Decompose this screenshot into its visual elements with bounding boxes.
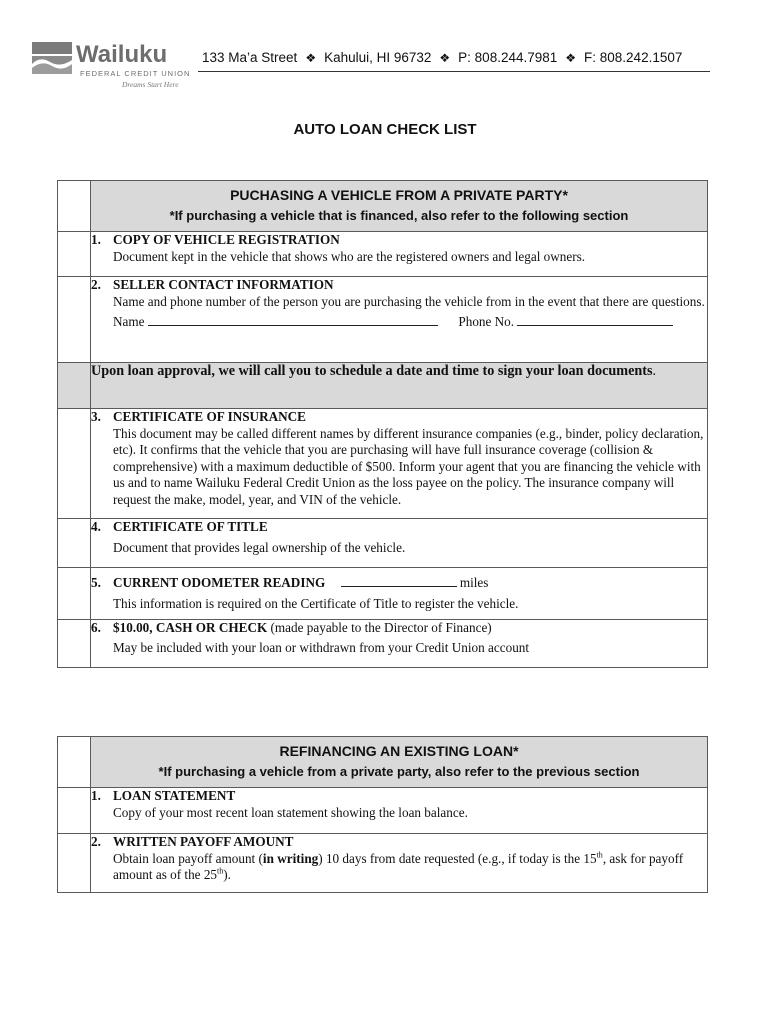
checklist-item: 5. CURRENT ODOMETER READING miles This information is required on the Certificate of Title to register the vehicle. <box>91 568 708 620</box>
contact-line <box>202 50 707 65</box>
checklist-item: 2. WRITTEN PAYOFF AMOUNT Obtain loan payoff amount (in writing) 10 days from date requested (e.g., if today is the 15th, ask for payoff amount as of the 25th). <box>91 834 708 893</box>
refinance-checklist <box>57 736 708 893</box>
separator-icon: ❖ <box>305 51 317 65</box>
private-party-checklist <box>57 180 708 668</box>
item-description: Copy of your most recent loan statement showing the loan balance. <box>113 804 468 820</box>
name-label: Name <box>113 314 145 329</box>
item-description: Name and phone number of the person you are purchasing the vehicle from in the event that there are questions. <box>113 293 705 309</box>
item-title-suffix: (made payable to the Director of Finance) <box>267 620 492 635</box>
item-title: WRITTEN PAYOFF AMOUNT <box>113 834 294 849</box>
item-description: Obtain loan payoff amount (in writing) 10 days from date requested (e.g., if today is the 15th, ask for payoff amount as of the 25th). <box>113 850 684 882</box>
page-title: AUTO LOAN CHECK LIST <box>293 121 477 138</box>
phone-number: P: 808.244.7981 <box>458 50 558 65</box>
checklist-item: 1. COPY OF VEHICLE REGISTRATION Document kept in the vehicle that shows who are the registered owners and legal owners. <box>91 232 708 277</box>
check-box[interactable] <box>58 737 91 788</box>
section-note: *If purchasing a vehicle from a private party, also refer to the previous section <box>158 764 640 779</box>
phone-field[interactable] <box>517 314 673 326</box>
item-title: $10.00, CASH OR CHECK <box>113 620 268 635</box>
item-title: SELLER CONTACT INFORMATION <box>113 277 334 292</box>
check-box[interactable] <box>58 232 91 277</box>
check-box[interactable] <box>58 620 91 668</box>
fax-number: F: 808.242.1507 <box>584 50 683 65</box>
name-field[interactable] <box>148 314 438 326</box>
item-title: CERTIFICATE OF TITLE <box>113 519 268 534</box>
check-box[interactable] <box>58 568 91 620</box>
credit-union-logo <box>30 38 190 94</box>
item-description: Document kept in the vehicle that shows who are the registered owners and legal owners. <box>113 248 586 264</box>
checklist-item: 2. SELLER CONTACT INFORMATION Name and phone number of the person you are purchasing the vehicle from in the event that there are questions. Name Phone No. <box>91 277 708 363</box>
logo-tagline: Dreams Start Here <box>122 80 179 89</box>
section-header <box>91 737 708 788</box>
item-description: Document that provides legal ownership of the vehicle. <box>113 539 406 555</box>
check-box[interactable] <box>58 409 91 519</box>
section-heading: PUCHASING A VEHICLE FROM A PRIVATE PARTY* <box>230 187 568 203</box>
check-box[interactable] <box>58 519 91 568</box>
approval-notice: Upon loan approval, we will call you to schedule a date and time to sign your loan documents. <box>91 363 708 409</box>
item-description: This information is required on the Certificate of Title to register the vehicle. <box>113 595 519 611</box>
city-state-zip: Kahului, HI 96732 <box>324 50 432 65</box>
checklist-item: 1. LOAN STATEMENT Copy of your most recent loan statement showing the loan balance. <box>91 788 708 834</box>
check-box[interactable] <box>58 834 91 893</box>
checklist-item: 4. CERTIFICATE OF TITLE Document that provides legal ownership of the vehicle. <box>91 519 708 568</box>
item-title: CURRENT ODOMETER READING <box>113 575 326 590</box>
separator-icon: ❖ <box>439 51 451 65</box>
header-rule <box>198 71 710 72</box>
section-note: *If purchasing a vehicle that is financed, also refer to the following section <box>169 208 629 223</box>
section-header <box>91 181 708 232</box>
logo-subtitle: FEDERAL CREDIT UNION <box>80 69 190 78</box>
checklist-item: 3. CERTIFICATE OF INSURANCE This document may be called different names by different insurance companies (e.g., binder, policy declaration, etc). It confirms that the vehicle that you are purchasing will have full insurance coverage (collision & comprehensive) with a maximum deductible of $500. Inform your agent that you are financing the vehicle with us and to name Wailuku Federal Credit Union as the loss payee on the policy. The insurance company will request the make, model, year, and VIN of the vehicle. <box>91 409 708 519</box>
check-box[interactable] <box>58 277 91 363</box>
separator-icon: ❖ <box>565 51 577 65</box>
item-title: LOAN STATEMENT <box>113 788 236 803</box>
check-box[interactable] <box>58 788 91 834</box>
check-box[interactable] <box>58 181 91 232</box>
street-address: 133 Ma’a Street <box>202 50 298 65</box>
checklist-item: 6. $10.00, CASH OR CHECK (made payable to the Director of Finance) May be included with your loan or withdrawn from your Credit Union account <box>91 620 708 668</box>
item-title: CERTIFICATE OF INSURANCE <box>113 409 306 424</box>
item-description: This document may be called different names by different insurance companies (e.g., binder, policy declaration, etc). It confirms that the vehicle that you are purchasing will have full insurance coverage (collision & comprehensive) with a maximum deductible of $500. Inform your agent that you are financing the vehicle with us and to name Wailuku Federal Credit Union as the loss payee on the policy. The insurance company will request the make, model, year, and VIN of the vehicle. <box>113 425 704 507</box>
check-box[interactable] <box>58 363 91 409</box>
section-heading: REFINANCING AN EXISTING LOAN* <box>279 743 519 759</box>
odometer-field[interactable] <box>341 575 457 587</box>
item-title: COPY OF VEHICLE REGISTRATION <box>113 232 340 247</box>
logo-wordmark: Wailuku <box>76 41 168 68</box>
item-description: May be included with your loan or withdrawn from your Credit Union account <box>113 639 530 655</box>
odometer-unit: miles <box>459 575 489 590</box>
phone-label: Phone No. <box>458 314 515 329</box>
